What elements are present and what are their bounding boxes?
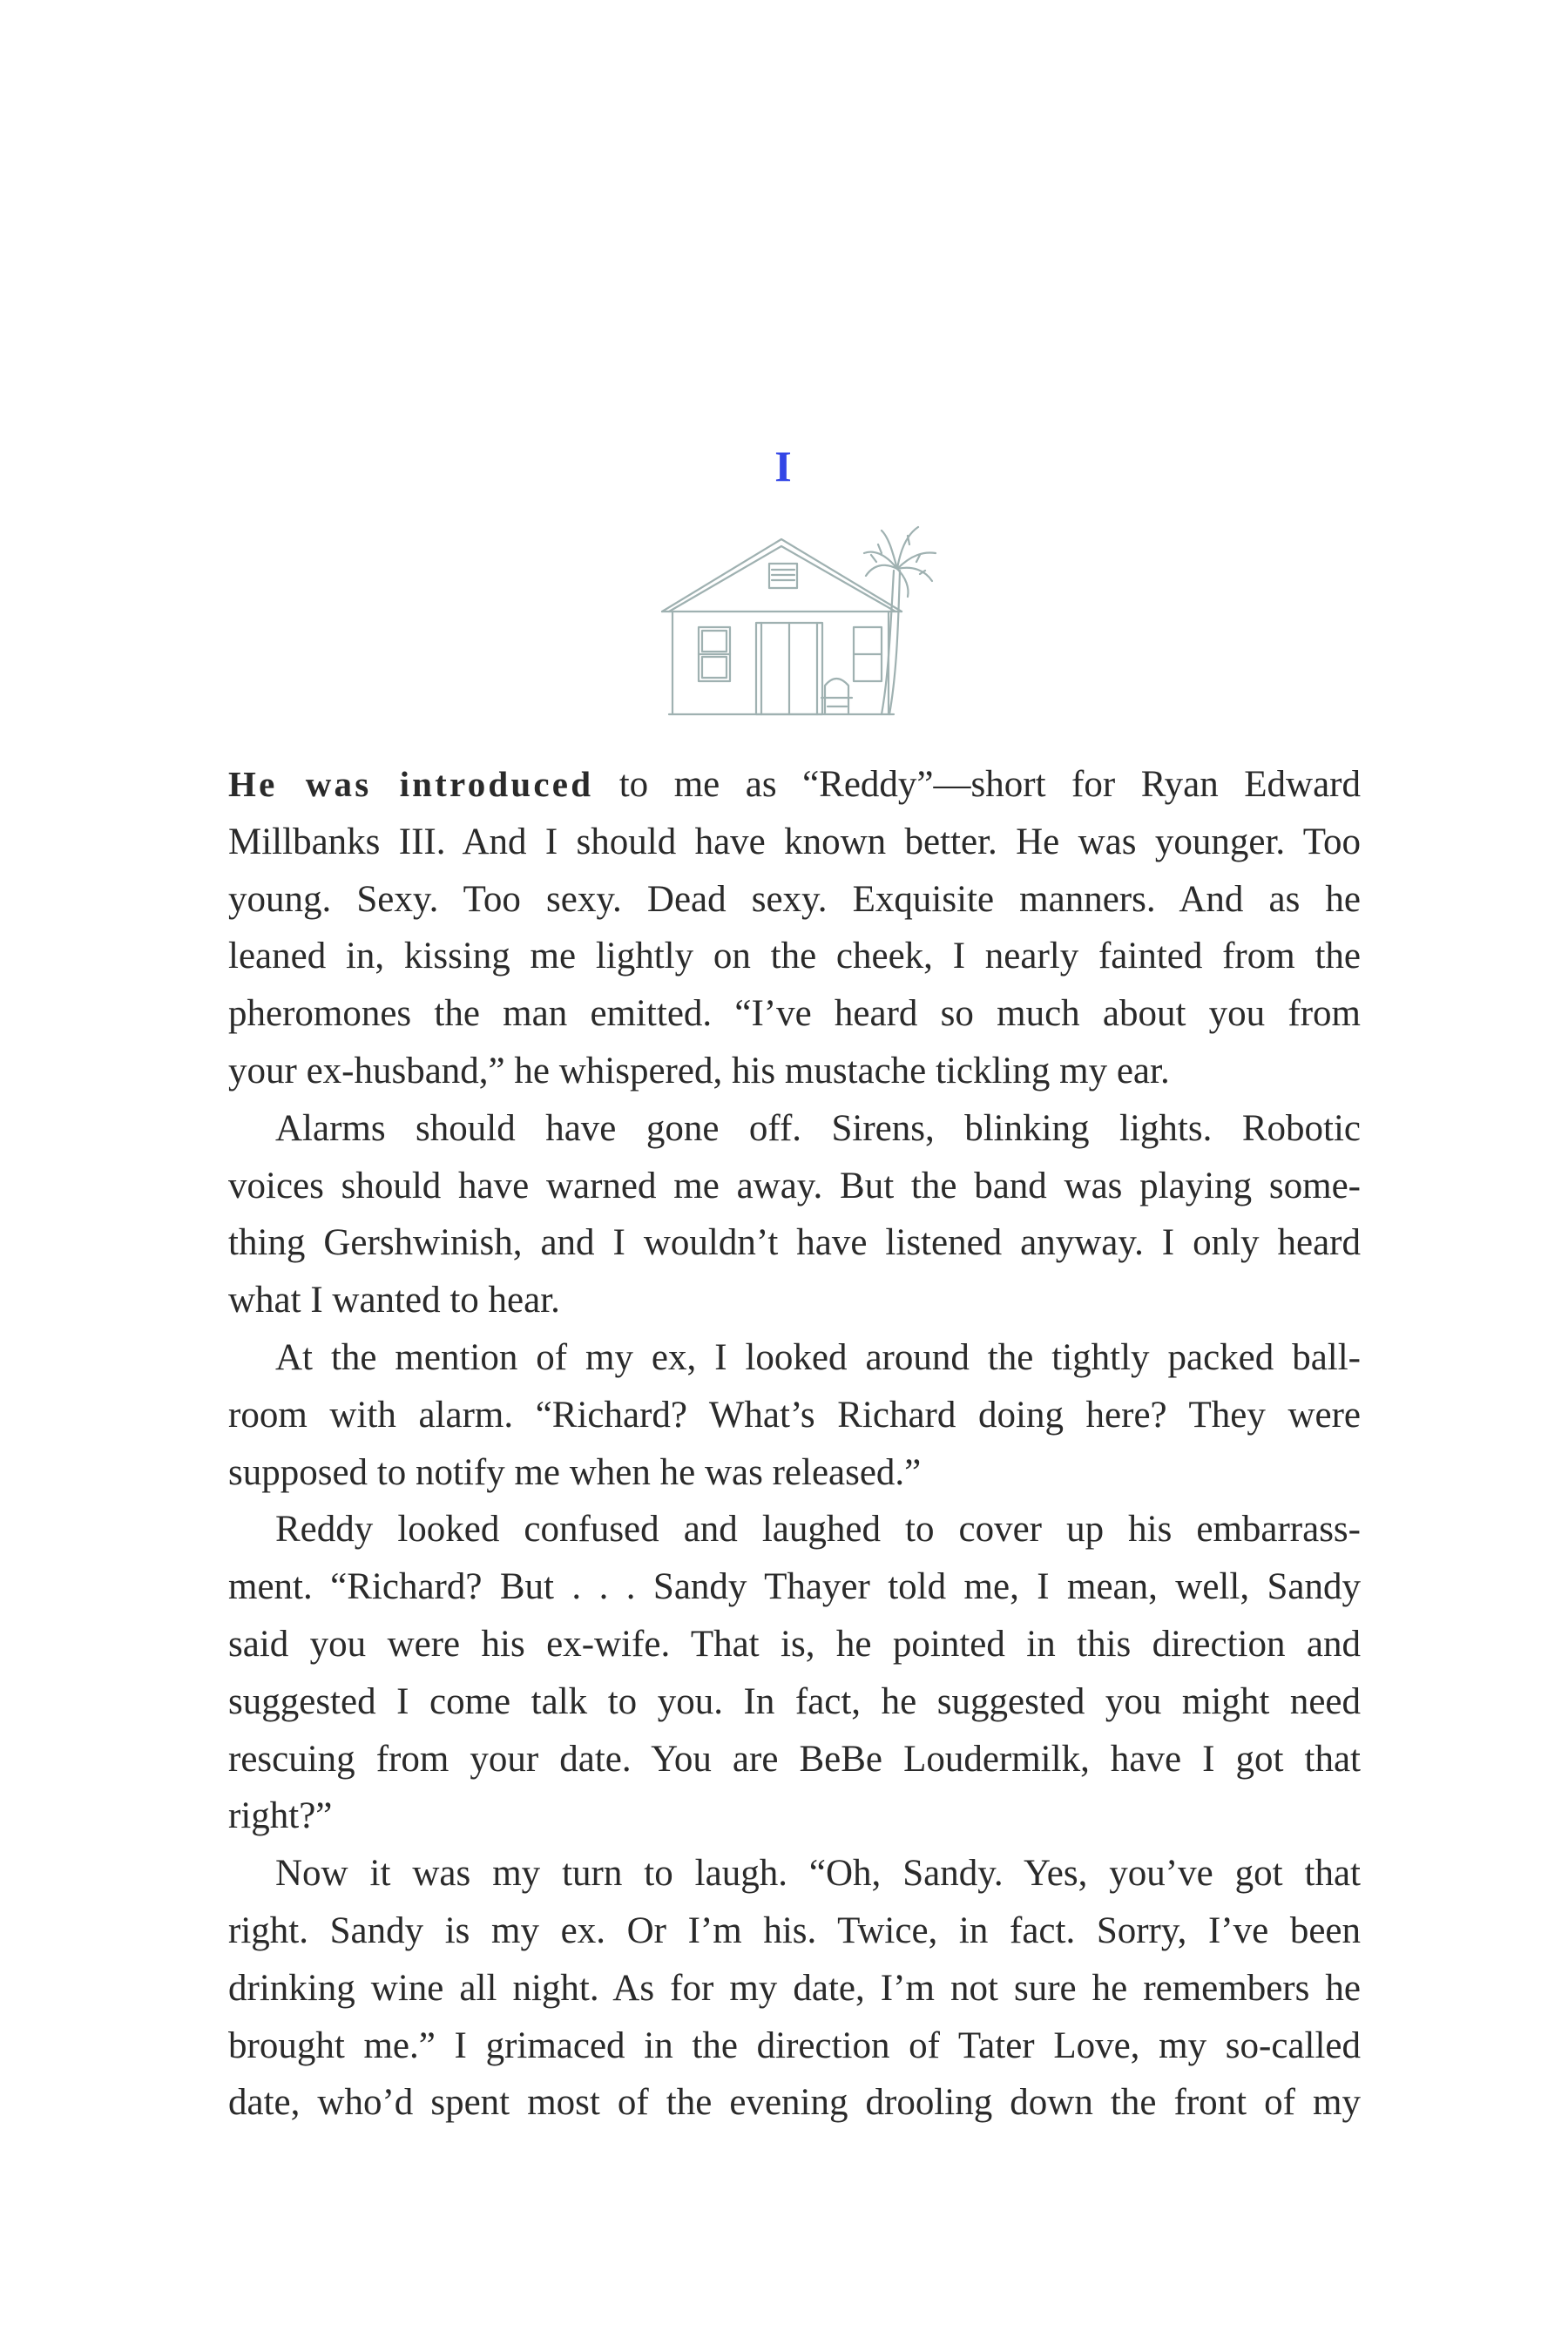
text-line: Now it was my turn to laugh. “Oh, Sandy. Yes, you’ve got that xyxy=(275,1853,1361,1895)
text-line: brought me.” I grimaced in the direction of Tater Love, my so-called xyxy=(228,2024,1361,2066)
run-in-heading: He was introduced xyxy=(228,764,594,804)
text-line: leaned in, kissing me lightly on the cheek, I nearly fainted from the xyxy=(228,936,1361,977)
text-line-content: to me as “Reddy”—short for Ryan Edward xyxy=(593,764,1361,805)
text-line: Reddy looked confused and laughed to cover up his embarrass- xyxy=(275,1509,1361,1551)
text-line: young. Sexy. Too sexy. Dead sexy. Exquisite manners. And as he xyxy=(228,878,1361,920)
text-line: said you were his ex-wife. That is, he pointed in this direction and xyxy=(228,1623,1361,1665)
text-line: Millbanks III. And I should have known better. He was younger. Too xyxy=(228,821,1361,862)
text-line: At the mention of my ex, I looked around the tightly packed ball- xyxy=(275,1336,1361,1378)
text-line: thing Gershwinish, and I wouldn’t have listened anyway. I only heard xyxy=(228,1222,1361,1264)
text-line: suggested I come talk to you. In fact, he suggested you might need xyxy=(228,1680,1361,1722)
text-line: rescuing from your date. You are BeBe Loudermilk, have I got that xyxy=(228,1738,1361,1780)
text-line: right. Sandy is my ex. Or I’m his. Twice, in fact. Sorry, I’ve been xyxy=(228,1909,1361,1951)
chapter-number: I xyxy=(774,442,794,490)
body-text xyxy=(228,756,1361,2132)
text-line: pheromones the man emitted. “I’ve heard so much about you from xyxy=(228,993,1361,1035)
text-line: what I wanted to hear. xyxy=(228,1280,560,1321)
text-line: room with alarm. “Richard? What’s Richard doing here? They were xyxy=(228,1394,1361,1436)
text-line: voices should have warned me away. But the band was playing some- xyxy=(228,1165,1361,1206)
beach-house-illustration xyxy=(653,501,950,736)
text-line: your ex-husband,” he whispered, his mustache tickling my ear. xyxy=(228,1050,1170,1092)
text-line: ment. “Richard? But . . . Sandy Thayer told me, I mean, well, Sandy xyxy=(228,1566,1361,1608)
text-line: drinking wine all night. As for my date, I’m not sure he remembers he xyxy=(228,1967,1361,2009)
text-line xyxy=(228,756,1361,814)
text-line: supposed to notify me when he was released.” xyxy=(228,1451,922,1493)
text-line: Alarms should have gone off. Sirens, blinking lights. Robotic xyxy=(275,1107,1361,1149)
text-line: right?” xyxy=(228,1795,333,1837)
text-line: date, who’d spent most of the evening drooling down the front of my xyxy=(228,2082,1361,2124)
